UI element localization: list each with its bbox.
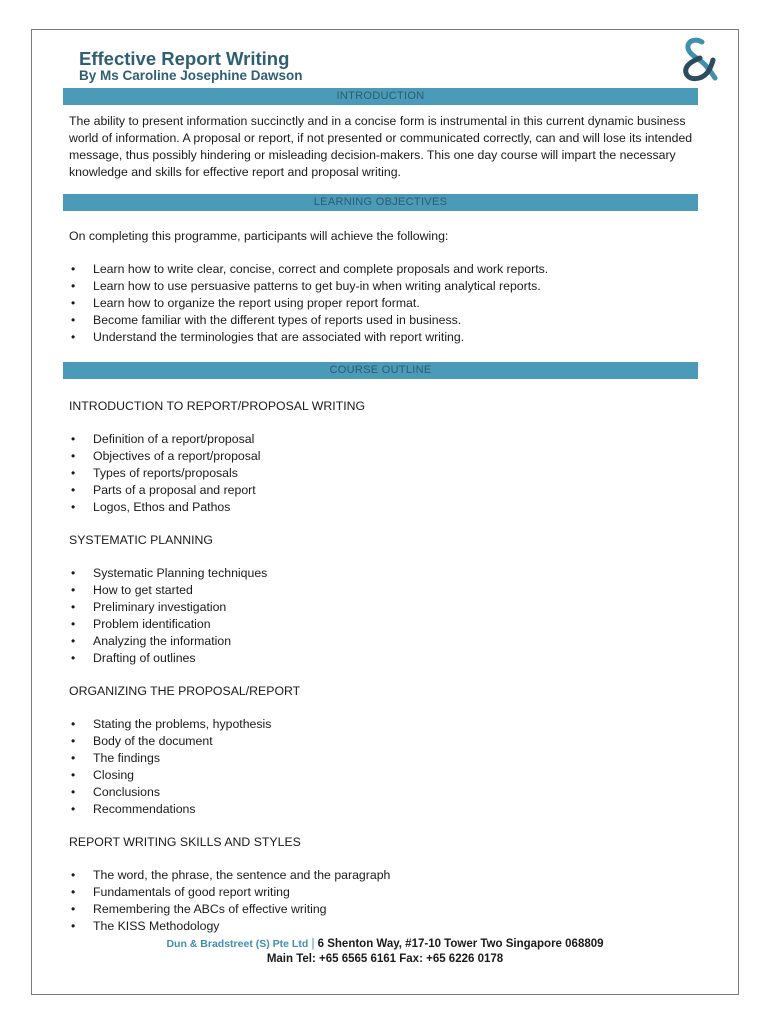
outline-group-list xyxy=(69,867,390,935)
list-item: • Problem identification xyxy=(69,616,267,633)
objectives-intro: On completing this programme, participants will achieve the following: xyxy=(69,229,449,243)
list-item: • Definition of a report/proposal xyxy=(69,431,260,448)
list-item: • Conclusions xyxy=(69,784,271,801)
footer-address-line xyxy=(0,938,770,950)
introduction-paragraph: The ability to present information succinctly and in a concise form is instrumental in this current dynamic business world of information. A proposal or report, if not presented or communicated correctly, can and will lose its intended message, thus possibly hindering or misleading decision-makers. This one day course will impart the necessary knowledge and skills for effective report and proposal writing. xyxy=(69,114,693,179)
list-item: • Become familiar with the different types of reports used in business. xyxy=(69,312,548,329)
list-item: • Recommendations xyxy=(69,801,271,818)
objectives-list xyxy=(69,261,548,346)
list-item: • Types of reports/proposals xyxy=(69,465,260,482)
footer-separator: | xyxy=(311,938,315,950)
list-item: • Fundamentals of good report writing xyxy=(69,884,390,901)
list-item: • Drafting of outlines xyxy=(69,650,267,667)
list-item: • Body of the document xyxy=(69,733,271,750)
document-author: By Ms Caroline Josephine Dawson xyxy=(79,68,303,83)
document-title: Effective Report Writing xyxy=(79,48,290,69)
list-item: • Systematic Planning techniques xyxy=(69,565,267,582)
list-item: • Learn how to use persuasive patterns to get buy-in when writing analytical reports. xyxy=(69,278,548,295)
outline-group-list xyxy=(69,716,271,818)
outline-group-title: SYSTEMATIC PLANNING xyxy=(69,533,213,547)
list-item: • The KISS Methodology xyxy=(69,918,390,935)
outline-group-title: INTRODUCTION TO REPORT/PROPOSAL WRITING xyxy=(69,399,366,413)
list-item: • Remembering the ABCs of effective writing xyxy=(69,901,390,918)
list-item: • Understand the terminologies that are associated with report writing. xyxy=(69,329,548,346)
list-item: • Closing xyxy=(69,767,271,784)
outline-group-title: ORGANIZING THE PROPOSAL/REPORT xyxy=(69,684,301,698)
list-item: • The word, the phrase, the sentence and the paragraph xyxy=(69,867,390,884)
section-heading-course-outline: COURSE OUTLINE xyxy=(63,362,698,379)
section-heading-learning-objectives: LEARNING OBJECTIVES xyxy=(63,194,698,211)
list-item: • Logos, Ethos and Pathos xyxy=(69,499,260,516)
section-heading-introduction: INTRODUCTION xyxy=(63,88,698,105)
list-item: • How to get started xyxy=(69,582,267,599)
ampersand-logo-icon xyxy=(678,36,718,82)
outline-group-list xyxy=(69,565,267,667)
outline-group-title: REPORT WRITING SKILLS AND STYLES xyxy=(69,835,301,849)
list-item: • Preliminary investigation xyxy=(69,599,267,616)
footer-address: 6 Shenton Way, #17-10 Tower Two Singapore 068809 xyxy=(317,938,604,950)
footer-company: Dun & Bradstreet (S) Pte Ltd xyxy=(166,938,309,950)
footer-contact: Main Tel: +65 6565 6161 Fax: +65 6226 0178 xyxy=(266,953,504,965)
list-item: • Parts of a proposal and report xyxy=(69,482,260,499)
list-item: • Learn how to organize the report using proper report format. xyxy=(69,295,548,312)
outline-group-list xyxy=(69,431,260,516)
list-item: • Objectives of a report/proposal xyxy=(69,448,260,465)
list-item: • Stating the problems, hypothesis xyxy=(69,716,271,733)
list-item: • Analyzing the information xyxy=(69,633,267,650)
list-item: • Learn how to write clear, concise, correct and complete proposals and work reports. xyxy=(69,261,548,278)
list-item: • The findings xyxy=(69,750,271,767)
